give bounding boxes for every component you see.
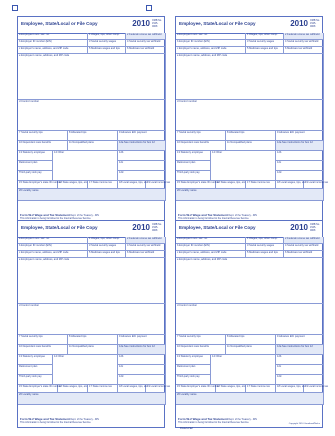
box-w16	[58, 385, 88, 393]
box-w14	[53, 355, 118, 385]
box-label: Third-party sick pay	[19, 171, 42, 174]
box-a	[18, 237, 88, 244]
box-d	[176, 100, 324, 131]
box-label: 15 State Employer's state ID number	[19, 181, 62, 184]
box-w16	[58, 181, 88, 189]
box-label: b Employer ID number (EIN)	[177, 40, 210, 43]
box-e	[18, 258, 166, 304]
box-label: 15 State Employer's state ID number	[177, 385, 220, 388]
box-w12b	[276, 355, 324, 365]
box-w13c	[176, 375, 211, 385]
omb-number: OMB No. 1545-0008	[310, 223, 320, 232]
box-label: 16 State wages, tips, etc.	[217, 181, 246, 184]
box-label: 12d	[277, 375, 282, 378]
box-label: 3 Social security wages	[89, 244, 117, 247]
box-w7	[176, 335, 226, 345]
footer-note: Dept. of the Treasury - IRS	[70, 214, 99, 217]
box-w12c	[118, 365, 166, 375]
box-label: 7 Social security tips	[19, 335, 43, 338]
box-label: 3 Social security wages	[247, 244, 275, 247]
box-w2	[284, 33, 324, 40]
box-w11	[226, 345, 276, 355]
box-w18	[276, 181, 307, 189]
box-w13c	[18, 375, 53, 385]
box-label: 9 Advance EIC payment	[277, 335, 305, 338]
box-w19	[146, 181, 171, 189]
box-label: 12b	[119, 355, 124, 358]
box-label: 18 Local wages, tips, etc.	[277, 181, 307, 184]
box-label: 1 Wages, tips, other comp.	[89, 237, 120, 240]
box-w11	[68, 345, 118, 355]
box-label: 8 Allocated tips	[227, 131, 245, 134]
box-d	[18, 304, 166, 335]
box-w1	[246, 237, 284, 244]
box-w17	[88, 385, 118, 393]
box-w13c	[18, 171, 53, 181]
box-label: c Employer's name, address, and ZIP code	[177, 251, 227, 254]
box-w2	[284, 237, 324, 244]
box-w9	[118, 131, 166, 141]
box-label: 12c	[277, 161, 282, 164]
box-label: 2 Federal income tax withheld	[127, 33, 162, 36]
box-label: 4 Social security tax withheld	[285, 40, 319, 43]
box-b	[176, 40, 246, 47]
box-label: b Employer ID number (EIN)	[177, 244, 210, 247]
box-w14	[211, 355, 276, 385]
footer-line: This information is being furnished to the Internal Revenue Service.	[178, 217, 250, 220]
box-label: 7 Social security tips	[177, 335, 201, 338]
box-w4	[284, 244, 324, 251]
box-w6	[284, 47, 324, 54]
box-label: Retirement plan	[19, 161, 38, 164]
form-title: Employee, State/Local or File Copy	[179, 21, 256, 26]
box-label: 15 State Employer's state ID number	[19, 385, 62, 388]
box-w4	[126, 244, 166, 251]
box-label: 17 State income tax	[247, 181, 270, 184]
form-year: 2010	[132, 223, 150, 232]
box-label: 11 Nonqualified plans	[69, 345, 94, 348]
box-label: 13 Statutory employee	[177, 355, 203, 358]
box-label: 10 Dependent care benefits	[177, 345, 209, 348]
omb-number: OMB No. 1545-0008	[152, 223, 162, 232]
box-label: 12d	[119, 375, 124, 378]
box-c	[18, 47, 88, 54]
box-label: 4 Social security tax withheld	[127, 244, 161, 247]
box-w3	[246, 40, 284, 47]
box-label: 5 Medicare wages and tips	[247, 47, 278, 50]
box-w7	[176, 131, 226, 141]
box-label: 5 Medicare wages and tips	[89, 47, 120, 50]
box-w12	[118, 345, 166, 355]
box-label: b Employer ID number (EIN)	[19, 244, 52, 247]
box-w9	[118, 335, 166, 345]
omb-number: OMB No. 1545-0008	[310, 19, 320, 28]
box-w12c	[276, 365, 324, 375]
box-label: 8 Allocated tips	[69, 335, 87, 338]
box-label: 13 Statutory employee	[19, 355, 45, 358]
footer-line: This information is being furnished to the Internal Revenue Service.	[20, 217, 92, 220]
box-e	[18, 54, 166, 100]
box-label: 16 State wages, tips, etc.	[59, 385, 88, 388]
box-label: c Employer's name, address, and ZIP code	[19, 251, 69, 254]
box-label: 12c	[277, 365, 282, 368]
box-w11	[226, 141, 276, 151]
box-w8	[226, 335, 276, 345]
box-label: 13 Statutory employee	[19, 151, 45, 154]
box-label: 16 State wages, tips, etc.	[217, 385, 246, 388]
box-label: 6 Medicare tax withheld	[285, 47, 313, 50]
box-w19	[146, 385, 171, 393]
box-label: d Control number	[177, 304, 198, 307]
box-label: 12d	[119, 171, 124, 174]
box-w1	[88, 33, 126, 40]
box-w1	[246, 33, 284, 40]
box-label: 8 Allocated tips	[69, 131, 87, 134]
box-w20	[176, 189, 324, 201]
footer-note: Dept. of the Treasury - IRS	[228, 214, 257, 217]
box-w17	[246, 385, 276, 393]
box-w5	[88, 251, 126, 258]
box-c	[176, 251, 246, 258]
box-w5	[246, 47, 284, 54]
form-title: Employee, State/Local or File Copy	[179, 225, 256, 230]
box-label: 9 Advance EIC payment	[277, 131, 305, 134]
box-w12b	[118, 151, 166, 161]
box-label: 11 Nonqualified plans	[227, 345, 252, 348]
box-w13b	[176, 161, 211, 171]
box-w13	[176, 355, 211, 365]
box-w10	[18, 345, 68, 355]
box-w15	[18, 385, 62, 393]
box-w14	[53, 151, 118, 181]
form-year: 2010	[290, 19, 308, 28]
box-w3	[246, 244, 284, 251]
box-label: a Employee's soc. sec. no.	[177, 33, 208, 36]
box-w4	[126, 40, 166, 47]
box-label: 12a See instructions for box 12	[277, 141, 313, 144]
box-w13	[18, 355, 53, 365]
box-b	[18, 244, 88, 251]
box-label: 18 Local wages, tips, etc.	[119, 385, 149, 388]
box-label: 10 Dependent care benefits	[177, 141, 209, 144]
box-w12	[276, 141, 324, 151]
box-label: e Employee's name, address, and ZIP code	[177, 258, 228, 261]
footer-title: Form W-2 Wage and Tax Statement	[20, 213, 70, 217]
footer-title: Form W-2 Wage and Tax Statement	[20, 417, 70, 421]
box-label: 19 Local income tax	[305, 181, 329, 184]
box-w18	[118, 385, 149, 393]
box-label: c Employer's name, address, and ZIP code	[177, 47, 227, 50]
box-w19	[304, 181, 329, 189]
box-d	[176, 304, 324, 335]
form-year: 2010	[132, 19, 150, 28]
box-label: 10 Dependent care benefits	[19, 345, 51, 348]
box-label: 5 Medicare wages and tips	[89, 251, 120, 254]
omb-number: OMB No. 1545-0008	[152, 19, 162, 28]
box-label: 5 Medicare wages and tips	[247, 251, 278, 254]
box-w3	[88, 244, 126, 251]
box-label: a Employee's soc. sec. no.	[177, 237, 208, 240]
box-label: d Control number	[19, 304, 40, 307]
box-label: e Employee's name, address, and ZIP code	[19, 258, 70, 261]
footer-line: This information is being furnished to the Internal Revenue Service.	[20, 421, 92, 424]
box-label: 15 State Employer's state ID number	[177, 181, 220, 184]
footer-note: Dept. of the Treasury - IRS	[228, 418, 257, 421]
box-w13b	[18, 365, 53, 375]
w2-form-copy-1	[17, 16, 171, 224]
box-b	[176, 244, 246, 251]
box-label: 17 State income tax	[247, 385, 270, 388]
box-label: 2 Federal income tax withheld	[285, 33, 320, 36]
box-w20	[18, 189, 166, 201]
box-label: 17 State income tax	[89, 181, 112, 184]
box-label: 14 Other	[54, 355, 65, 358]
box-w10	[176, 141, 226, 151]
box-w12	[276, 345, 324, 355]
box-label: 4 Social security tax withheld	[127, 40, 161, 43]
box-c	[176, 47, 246, 54]
box-label: 18 Local wages, tips, etc.	[119, 181, 149, 184]
box-label: 19 Local income tax	[305, 385, 329, 388]
footer-note: Dept. of the Treasury - IRS	[70, 418, 99, 421]
box-label: 2 Federal income tax withheld	[127, 237, 162, 240]
box-w20	[18, 393, 166, 405]
box-w9	[276, 131, 324, 141]
footer-line: This information is being furnished to the Internal Revenue Service.	[178, 421, 250, 424]
form-header	[176, 17, 322, 34]
box-label: 12b	[277, 151, 282, 154]
box-w15	[176, 385, 220, 393]
box-label: 3 Social security wages	[89, 40, 117, 43]
box-label: 16 State wages, tips, etc.	[59, 181, 88, 184]
box-label: 12d	[277, 171, 282, 174]
box-w12d	[276, 375, 324, 385]
box-a	[176, 237, 246, 244]
box-label: Third-party sick pay	[177, 375, 200, 378]
box-label: 12a See instructions for box 12	[277, 345, 313, 348]
box-label: 11 Nonqualified plans	[227, 141, 252, 144]
box-w13c	[176, 171, 211, 181]
copyright: Copyright 2010 Greatland/Nelco	[288, 423, 320, 425]
box-label: 1 Wages, tips, other comp.	[89, 33, 120, 36]
box-w17	[88, 181, 118, 189]
box-w12c	[118, 161, 166, 171]
box-w8	[68, 335, 118, 345]
box-label: 12c	[119, 365, 124, 368]
box-w5	[246, 251, 284, 258]
box-label: e Employee's name, address, and ZIP code	[19, 54, 70, 57]
box-label: 19 Local income tax	[147, 385, 171, 388]
box-label: c Employer's name, address, and ZIP code	[19, 47, 69, 50]
box-w2	[126, 33, 166, 40]
brand-code: BW22UPEZ	[180, 427, 193, 430]
box-label: 19 Local income tax	[147, 181, 171, 184]
form-title: Employee, State/Local or File Copy	[21, 21, 98, 26]
box-label: a Employee's soc. sec. no.	[19, 33, 50, 36]
box-c	[18, 251, 88, 258]
form-header	[18, 17, 164, 34]
box-label: 20 Locality name	[177, 189, 197, 192]
form-year: 2010	[290, 223, 308, 232]
box-w10	[18, 141, 68, 151]
box-a	[176, 33, 246, 40]
box-w12c	[276, 161, 324, 171]
box-label: b Employer ID number (EIN)	[19, 40, 52, 43]
form-header	[176, 221, 322, 238]
box-label: Retirement plan	[177, 161, 196, 164]
box-w6	[126, 47, 166, 54]
box-w18	[118, 181, 149, 189]
box-label: 18 Local wages, tips, etc.	[277, 385, 307, 388]
box-w5	[88, 47, 126, 54]
w2-form-copy-4	[175, 220, 329, 428]
box-label: 1 Wages, tips, other comp.	[247, 237, 278, 240]
box-w7	[18, 131, 68, 141]
box-w12d	[118, 171, 166, 181]
box-d	[18, 100, 166, 131]
box-label: 6 Medicare tax withheld	[285, 251, 313, 254]
box-label: 20 Locality name	[19, 189, 39, 192]
box-w13	[176, 151, 211, 161]
box-label: 6 Medicare tax withheld	[127, 251, 155, 254]
box-label: 20 Locality name	[177, 393, 197, 396]
box-w3	[88, 40, 126, 47]
corner-mark-right	[146, 5, 152, 11]
box-w1	[88, 237, 126, 244]
box-w8	[226, 131, 276, 141]
box-w17	[246, 181, 276, 189]
box-label: Third-party sick pay	[19, 375, 42, 378]
box-w16	[216, 385, 246, 393]
sheet-footer	[180, 427, 193, 430]
box-a	[18, 33, 88, 40]
box-label: 9 Advance EIC payment	[119, 131, 147, 134]
box-w2	[126, 237, 166, 244]
box-label: d Control number	[177, 100, 198, 103]
box-b	[18, 40, 88, 47]
footer-title: Form W-2 Wage and Tax Statement	[178, 213, 228, 217]
box-label: 3 Social security wages	[247, 40, 275, 43]
box-w10	[176, 345, 226, 355]
box-label: 9 Advance EIC payment	[119, 335, 147, 338]
w2-form-copy-3	[17, 220, 171, 428]
box-label: 13 Statutory employee	[177, 151, 203, 154]
box-label: 12a See instructions for box 12	[119, 345, 155, 348]
box-label: a Employee's soc. sec. no.	[19, 237, 50, 240]
box-w14	[211, 151, 276, 181]
box-e	[176, 258, 324, 304]
box-label: 12b	[277, 355, 282, 358]
box-label: 14 Other	[212, 355, 223, 358]
box-label: 2 Federal income tax withheld	[285, 237, 320, 240]
box-label: 8 Allocated tips	[227, 335, 245, 338]
box-w12d	[118, 375, 166, 385]
box-w19	[304, 385, 329, 393]
box-label: 12a See instructions for box 12	[119, 141, 155, 144]
box-label: 17 State income tax	[89, 385, 112, 388]
box-label: 10 Dependent care benefits	[19, 141, 51, 144]
box-label: 20 Locality name	[19, 393, 39, 396]
box-w20	[176, 393, 324, 405]
box-w11	[68, 141, 118, 151]
box-w18	[276, 385, 307, 393]
box-w15	[176, 181, 220, 189]
form-footer	[20, 418, 162, 424]
w2-form-copy-2	[175, 16, 329, 224]
box-label: e Employee's name, address, and ZIP code	[177, 54, 228, 57]
box-label: Retirement plan	[177, 365, 196, 368]
box-w6	[126, 251, 166, 258]
box-label: 11 Nonqualified plans	[69, 141, 94, 144]
box-label: 7 Social security tips	[19, 131, 43, 134]
box-w15	[18, 181, 62, 189]
box-w6	[284, 251, 324, 258]
box-label: d Control number	[19, 100, 40, 103]
form-title: Employee, State/Local or File Copy	[21, 225, 98, 230]
corner-mark-left	[12, 5, 18, 11]
box-label: Third-party sick pay	[177, 171, 200, 174]
box-w13b	[176, 365, 211, 375]
box-label: 4 Social security tax withheld	[285, 244, 319, 247]
box-label: 14 Other	[54, 151, 65, 154]
box-w9	[276, 335, 324, 345]
box-w8	[68, 131, 118, 141]
box-label: Retirement plan	[19, 365, 38, 368]
box-w12b	[118, 355, 166, 365]
box-label: 1 Wages, tips, other comp.	[247, 33, 278, 36]
box-label: 7 Social security tips	[177, 131, 201, 134]
box-label: 12c	[119, 161, 124, 164]
box-w12b	[276, 151, 324, 161]
box-w13b	[18, 161, 53, 171]
box-w12d	[276, 171, 324, 181]
box-label: 6 Medicare tax withheld	[127, 47, 155, 50]
box-w12	[118, 141, 166, 151]
box-w4	[284, 40, 324, 47]
box-label: 14 Other	[212, 151, 223, 154]
box-w7	[18, 335, 68, 345]
box-w16	[216, 181, 246, 189]
footer-title: Form W-2 Wage and Tax Statement	[178, 417, 228, 421]
box-label: 12b	[119, 151, 124, 154]
form-header	[18, 221, 164, 238]
box-w13	[18, 151, 53, 161]
box-e	[176, 54, 324, 100]
